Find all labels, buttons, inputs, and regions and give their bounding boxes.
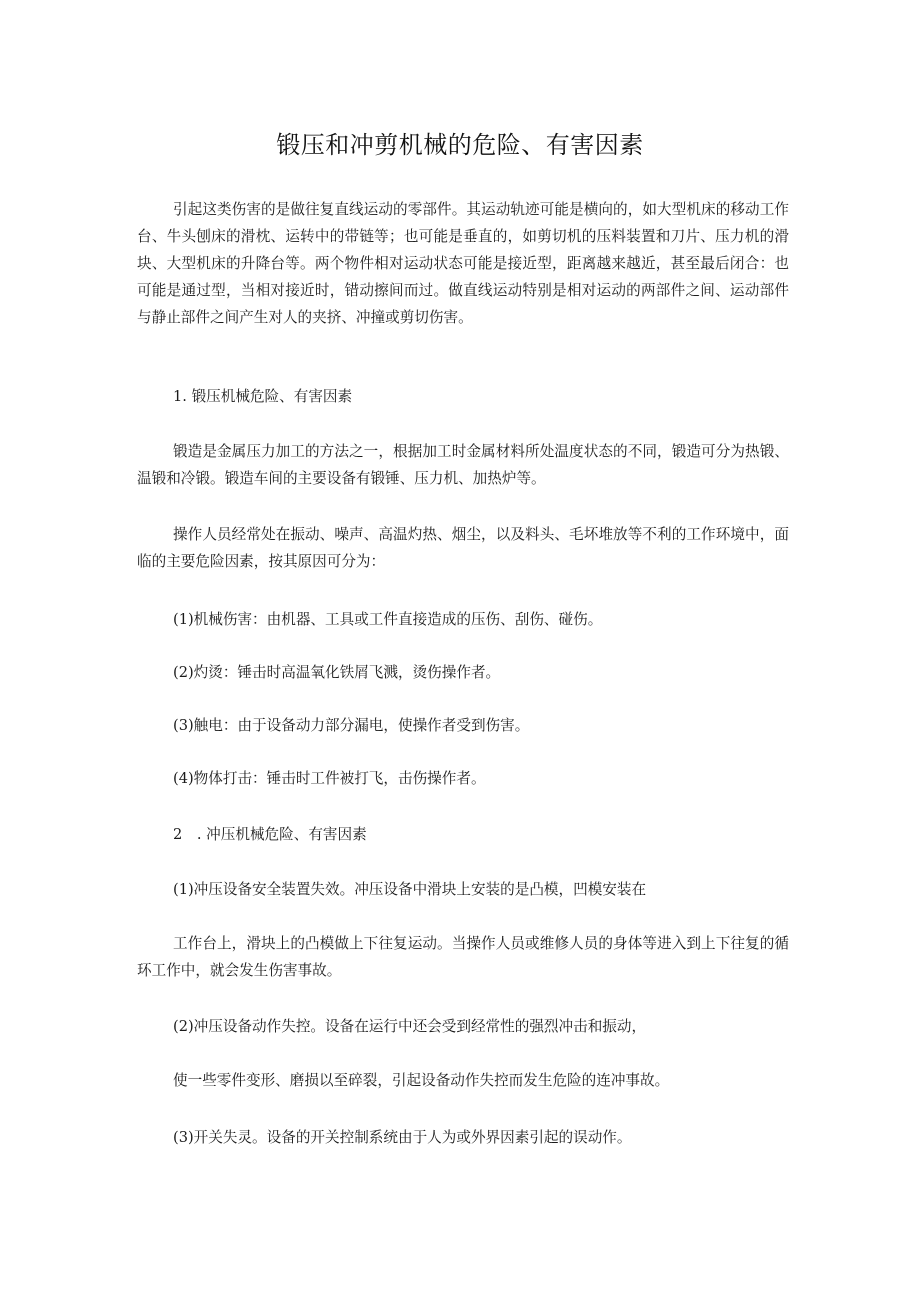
section2-item3: (3)开关失灵。设备的开关控制系统由于人为或外界因素引起的误动作。 xyxy=(173,1129,632,1146)
section1-item-burn: (2)灼烫：锤击时高温氧化铁屑飞溅，烫伤操作者。 xyxy=(173,664,501,681)
section1-item-mechanical: (1)机械伤害：由机器、工具或工件直接造成的压伤、刮伤、碰伤。 xyxy=(173,611,603,628)
section2-item2-line1: (2)冲压设备动作失控。设备在运行中还会受到经常性的强烈冲击和振动， xyxy=(173,1018,647,1035)
section1-item-impact: (4)物体打击：锤击时工件被打飞，击伤操作者。 xyxy=(173,770,486,787)
section1-item-electric: (3)触电：由于设备动力部分漏电，使操作者受到伤害。 xyxy=(173,717,530,734)
section2-heading: 2 . 冲压机械危险、有害因素 xyxy=(173,826,367,843)
section2-item2-continuation: 使一些零件变形、磨损以至碎裂，引起设备动作失控而发生危险的连冲事故。 xyxy=(173,1072,670,1089)
section1-paragraph-environment: 操作人员经常处在振动、噪声、高温灼热、烟尘，以及料头、毛坏堆放等不利的工作环境中，面临的主要危险因素，按其原因可分为： xyxy=(137,526,789,570)
section2-item1-continuation: 工作台上，滑块上的凸模做上下往复运动。当操作人员或维修人员的身体等进入到上下往复的循环工作中，就会发生伤害事故。 xyxy=(137,935,789,979)
section2-item1-line1: (1)冲压设备安全装置失效。冲压设备中滑块上安装的是凸模，凹模安装在 xyxy=(173,881,647,898)
section1-paragraph-forging: 锻造是金属压力加工的方法之一，根据加工时金属材料所处温度状态的不同，锻造可分为热锻、温锻和冷锻。锻造车间的主要设备有锻锤、压力机、加热炉等。 xyxy=(137,443,789,487)
section1-heading: 1. 锻压机械危险、有害因素 xyxy=(173,388,353,405)
intro-paragraph: 引起这类伤害的是做往复直线运动的零部件。其运动轨迹可能是横向的，如大型机床的移动工作台、牛头刨床的滑枕、运转中的带链等；也可能是垂直的，如剪切机的压料装置和刀片、压力机的滑块、大型机床的升降台等。两个物件相对运动状态可能是接近型，距离越来越近，甚至最后闭合：也可能是通过型，当相对接近时，错动擦间而过。做直线运动特别是相对运动的两部件之间、运动部件与静止部件之间产生对人的夹挤、冲撞或剪切伤害。 xyxy=(137,201,789,326)
document-title: 锻压和冲剪机械的危险、有害因素 xyxy=(276,131,644,159)
